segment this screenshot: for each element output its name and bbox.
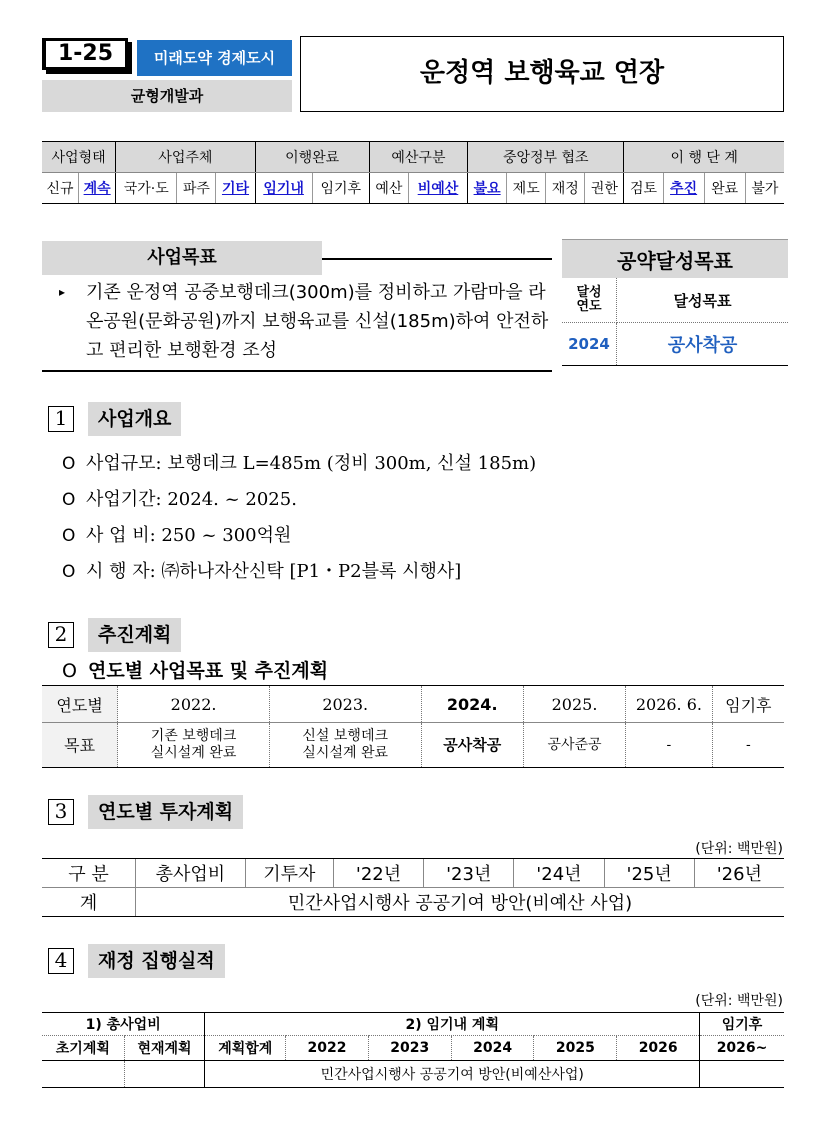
pledge-col-year: 달성 연도 [562,278,617,323]
status-option-selected: 불요 [468,173,507,204]
section-title: 추진계획 [88,618,181,652]
circle-bullet-icon: O [62,562,76,582]
unit-label: (단위: 백만원) [695,993,783,1009]
plan-cell: - [712,723,784,768]
unit-label: (단위: 백만원) [695,841,783,857]
invest-header-cell: 기투자 [245,859,333,888]
overview-list [62,446,536,590]
exec-sub-header: 현재계획 [124,1036,205,1061]
plan-header-cell: 2024. [421,686,523,723]
status-group: 중앙정부 협조 [468,142,624,173]
page-title: 운정역 보행육교 연장 [300,36,784,112]
plan-header-cell: 2026. 6. [626,686,712,723]
invest-header-cell: '25년 [604,859,694,888]
plan-cell: 기존 보행데크 실시설계 완료 [118,723,270,768]
plan-header-cell: 임기후 [712,686,784,723]
section-title: 재정 집행실적 [88,944,225,978]
section-number: 4 [48,948,74,974]
invest-header-cell: '24년 [514,859,604,888]
status-group: 사업주체 [116,142,255,173]
status-option: 제도 [507,173,546,204]
invest-header-cell: '23년 [424,859,514,888]
invest-header-cell: '22년 [333,859,423,888]
status-option: 재정 [546,173,585,204]
section-title: 사업개요 [88,402,181,436]
investment-table [42,858,784,917]
exec-sub-header: 2026 [617,1036,700,1061]
status-option: 권한 [585,173,624,204]
goal-description: 기존 운정역 공중보행데크(300m)를 정비하고 가람마을 라온공원(문화공원)까지 보행육교를 신설(185m)하여 안전하고 편리한 보행환경 조성 [86,282,549,361]
section-title: 연도별 투자계획 [88,795,243,829]
plan-cell: 신설 보행데크 실시설계 완료 [269,723,421,768]
exec-cell [42,1061,124,1088]
plan-header-cell: 2025. [523,686,625,723]
section-number: 3 [48,799,74,825]
status-group: 이행완료 [255,142,369,173]
invest-header-cell: '26년 [694,859,784,888]
status-table [42,141,784,204]
pledge-target: 공사착공 [617,323,789,366]
plan-cell: 공사착공 [421,723,523,768]
status-option: 임기후 [312,173,369,204]
status-option: 완료 [704,173,745,204]
circle-bullet-icon: O [62,660,77,682]
circle-bullet-icon: O [62,526,76,546]
status-group: 사업형태 [42,142,116,173]
status-option-selected: 추진 [663,173,704,204]
status-option: 국가·도 [116,173,177,204]
plan-header-cell: 2023. [269,686,421,723]
status-option: 검토 [624,173,663,204]
section-number: 1 [48,406,74,432]
exec-sub-header: 2024 [451,1036,534,1061]
pledge-heading: 공약달성목표 [562,240,788,279]
overview-item: O 시 행 자: ㈜하나자산신탁 [P1・P2블록 시행사] [62,554,536,590]
status-group: 예산구분 [369,142,467,173]
overview-item: O 사 업 비: 250 ~ 300억원 [62,518,536,554]
plan-header-cell: 연도별 [42,686,118,723]
category-tag: 미래도약 경제도시 [137,40,292,76]
exec-sub-header: 계획합계 [205,1036,286,1061]
section-number: 2 [48,622,74,648]
execution-table [42,1012,784,1088]
status-option-selected: 비예산 [408,173,467,204]
pledge-table [562,239,788,366]
exec-sub-header: 2023 [368,1036,451,1061]
plan-cell: 목표 [42,723,118,768]
pledge-year: 2024 [562,323,617,366]
project-code: 1-25 [42,38,128,70]
exec-value: 민간사업시행사 공공기여 방안(비예산사업) [205,1061,700,1088]
plan-cell: - [626,723,712,768]
invest-header-cell: 총사업비 [136,859,246,888]
status-option: 불가 [745,173,784,204]
status-option-selected: 임기내 [255,173,312,204]
status-option: 신규 [42,173,79,204]
exec-cell [700,1061,784,1088]
status-option-selected: 기타 [216,173,255,204]
plan-table [42,685,784,768]
goal-heading: 사업목표 [42,241,322,275]
status-group: 이 행 단 계 [624,142,784,173]
invest-total-label: 계 [42,888,136,917]
exec-sub-header: 2022 [286,1036,369,1061]
status-option-selected: 계속 [79,173,116,204]
goal-text-block [59,278,554,365]
plan-cell: 공사준공 [523,723,625,768]
goal-divider [322,258,552,260]
overview-item: O 사업기간: 2024. ~ 2025. [62,482,536,518]
exec-sub-header: 2025 [534,1036,617,1061]
status-option: 예산 [369,173,408,204]
exec-cell [124,1061,205,1088]
triangle-bullet-icon: ▸ [59,285,66,299]
plan-header-cell: 2022. [118,686,270,723]
exec-sub-header: 2026~ [700,1036,784,1061]
pledge-col-goal: 달성목표 [617,278,789,323]
department: 균형개발과 [42,80,292,112]
exec-group-header: 2) 임기내 계획 [205,1013,700,1036]
circle-bullet-icon: O [62,490,76,510]
goal-bottom-rule [42,370,552,372]
status-option: 파주 [177,173,216,204]
plan-subtitle: O 연도별 사업목표 및 추진계획 [62,660,329,682]
invest-total-value: 민간사업시행사 공공기여 방안(비예산 사업) [136,888,784,917]
exec-sub-header: 초기계획 [42,1036,124,1061]
invest-header-cell: 구 분 [42,859,136,888]
exec-group-header: 임기후 [700,1013,784,1036]
overview-item: O 사업규모: 보행데크 L=485m (정비 300m, 신설 185m) [62,446,536,482]
circle-bullet-icon: O [62,454,76,474]
exec-group-header: 1) 총사업비 [42,1013,205,1036]
